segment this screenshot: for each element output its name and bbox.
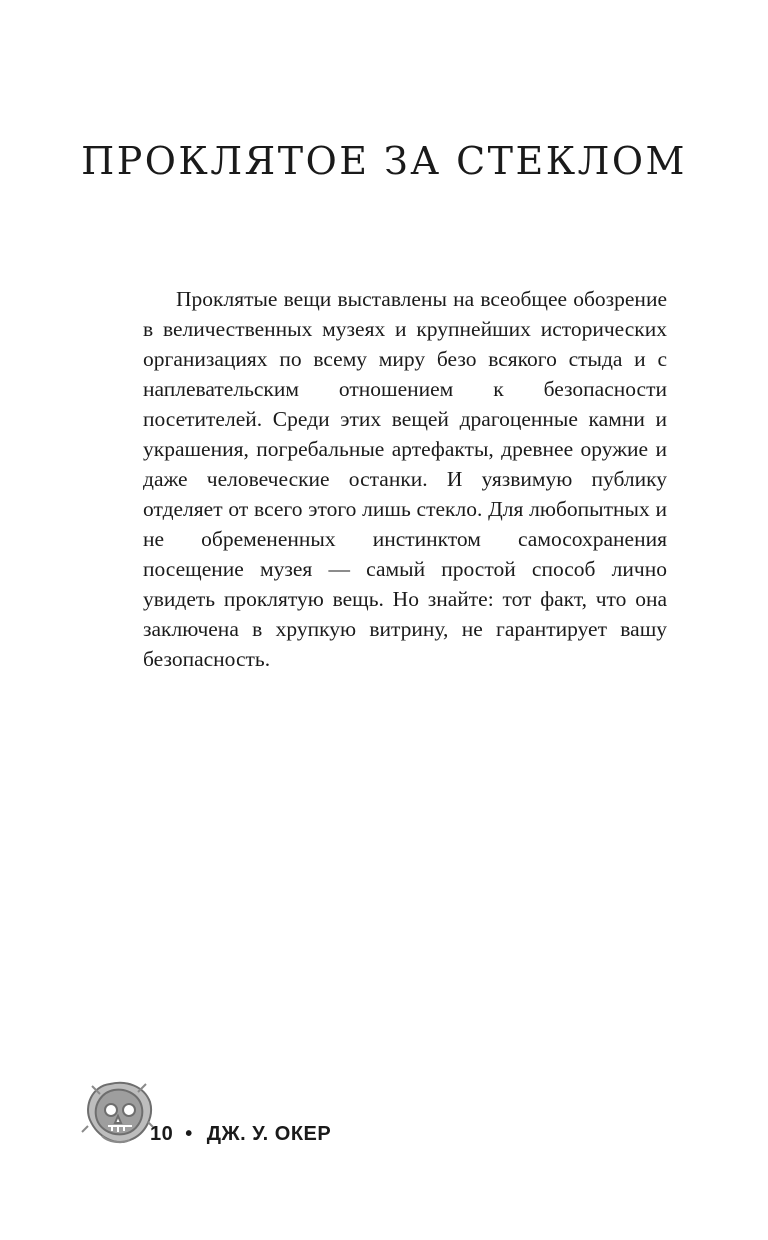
page-number: 10 — [150, 1123, 174, 1145]
author-name: ДЖ. У. ОКЕР — [206, 1123, 332, 1145]
running-footer — [150, 1122, 331, 1146]
page-footer — [80, 1076, 480, 1148]
cursed-skull-emblem-icon — [80, 1076, 156, 1148]
body-paragraph: Проклятые вещи выставлены на всеобщее обозрение в величественных музеях и крупнейших исторических организациях по всему миру безо всякого стыда и с наплевательским отношением к безопасности посетителей. Среди этих вещей драгоценные камни и украшения, погребальные артефакты, древнее оружие и даже человеческие останки. И уязвимую публику отделяет от всего этого лишь стекло. Для любопытных и не обремененных инстинктом самосохранения посещение музея — самый простой способ лично увидеть проклятую вещь. Но знайте: тот факт, что она заключена в хрупкую витрину, не гарантирует вашу безопасность. — [143, 287, 667, 671]
chapter-title: ПРОКЛЯТОЕ ЗА СТЕКЛОМ — [81, 139, 687, 183]
footer-separator: • — [185, 1123, 193, 1145]
